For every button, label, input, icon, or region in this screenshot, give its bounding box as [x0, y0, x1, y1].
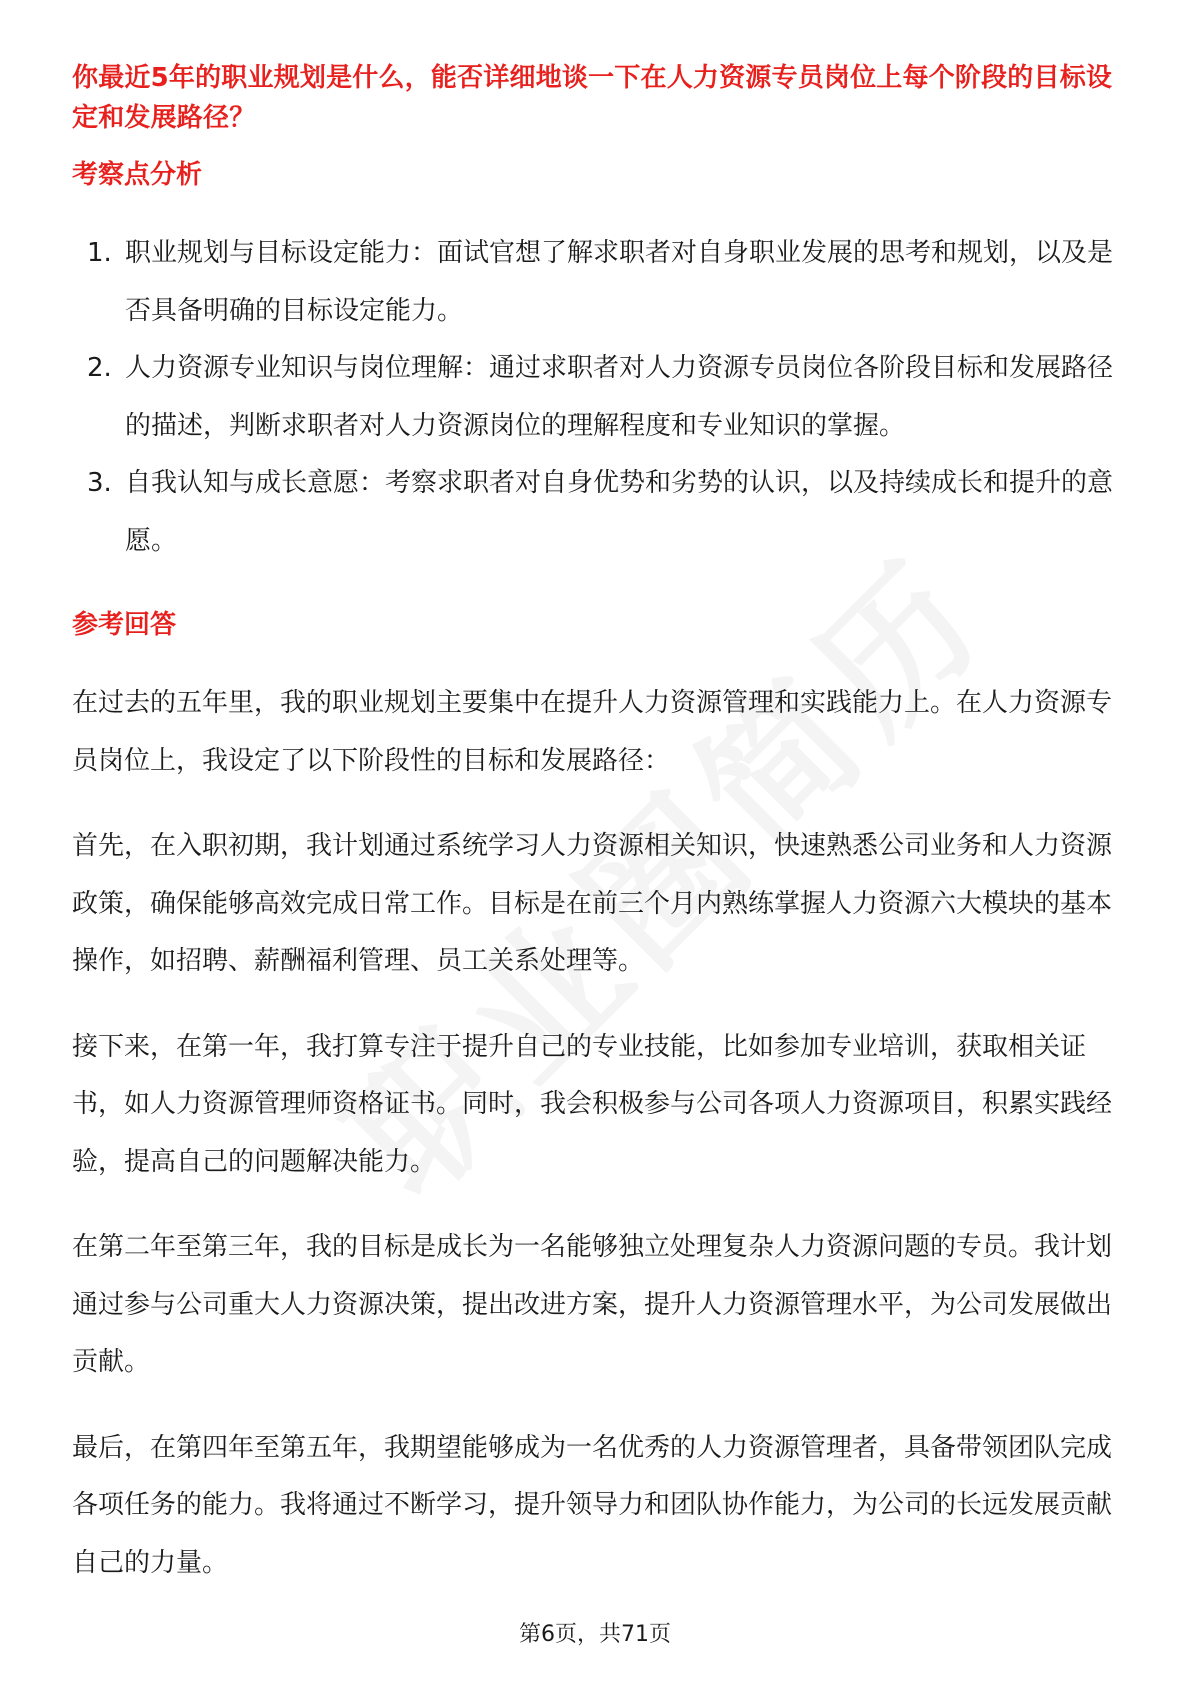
page-footer: 第6页，共71页	[519, 1622, 671, 1647]
answer-paragraph: 在过去的五年里，我的职业规划主要集中在提升人力资源管理和实践能力上。在人力资源专员岗位上，我设定了以下阶段性的目标和发展路径：	[72, 688, 1113, 776]
document-page	[72, 58, 1118, 1592]
point-number: 1.	[87, 238, 112, 268]
analysis-point	[72, 455, 1118, 570]
analysis-heading: 考察点分析	[72, 160, 203, 190]
point-number: 3.	[87, 468, 112, 498]
answer-heading: 参考回答	[72, 610, 177, 640]
point-text: 自我认知与成长意愿：考察求职者对自身优势和劣势的认识，以及持续成长和提升的意愿。	[125, 468, 1114, 556]
analysis-point	[72, 225, 1118, 340]
answer-paragraph: 接下来，在第一年，我打算专注于提升自己的专业技能，比如参加专业培训，获取相关证书，如人力资源管理师资格证书。同时，我会积极参与公司各项人力资源项目，积累实践经验，提高自己的问题解决能力。	[72, 1031, 1113, 1177]
point-number: 2.	[87, 353, 112, 383]
answer-paragraph: 在第二年至第三年，我的目标是成长为一名能够独立处理复杂人力资源问题的专员。我计划通过参与公司重大人力资源决策，提出改进方案，提升人力资源管理水平，为公司发展做出贡献。	[72, 1232, 1113, 1377]
analysis-point	[72, 340, 1118, 455]
point-text: 职业规划与目标设定能力：面试官想了解求职者对自身职业发展的思考和规划，以及是否具备明确的目标设定能力。	[125, 238, 1114, 326]
question-title: 你最近5年的职业规划是什么，能否详细地谈一下在人力资源专员岗位上每个阶段的目标设定和发展路径？	[72, 63, 1113, 133]
analysis-points-list	[72, 225, 1118, 570]
point-text: 人力资源专业知识与岗位理解：通过求职者对人力资源专员岗位各阶段目标和发展路径的描述，判断求职者对人力资源岗位的理解程度和专业知识的掌握。	[125, 353, 1114, 441]
answer-paragraph: 最后，在第四年至第五年，我期望能够成为一名优秀的人力资源管理者，具备带领团队完成各项任务的能力。我将通过不断学习，提升领导力和团队协作能力，为公司的长远发展贡献自己的力量。	[72, 1432, 1113, 1578]
answer-paragraph: 首先，在入职初期，我计划通过系统学习人力资源相关知识，快速熟悉公司业务和人力资源政策，确保能够高效完成日常工作。目标是在前三个月内熟练掌握人力资源六大模块的基本操作，如招聘、薪酬福利管理、员工关系处理等。	[72, 831, 1113, 976]
